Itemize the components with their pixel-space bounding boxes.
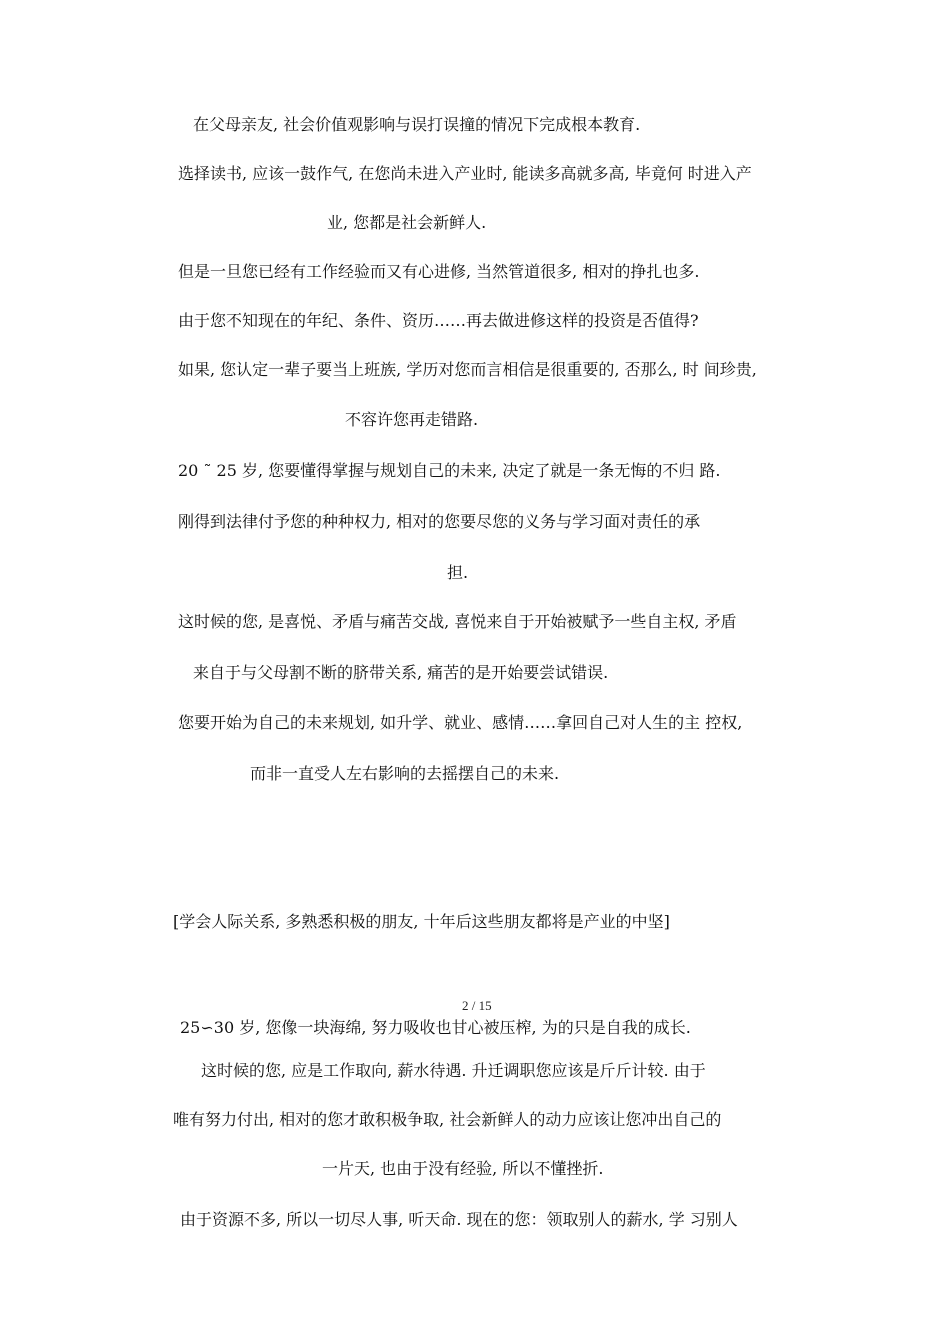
text-line-3: 业, 您都是社会新鲜人. bbox=[327, 213, 487, 232]
text-line-1: 在父母亲友, 社会价值观影响与误打误撞的情况下完成根本教育. bbox=[193, 115, 641, 134]
text-line-9: 刚得到法律付予您的种种权力, 相对的您要尽您的义务与学习面对责任的承 bbox=[178, 512, 701, 531]
text-line-2: 选择读书, 应该一鼓作气, 在您尚未进入产业时, 能读多高就多高, 毕竟何 时进入产 bbox=[178, 164, 752, 183]
text-line-17: 唯有努力付出, 相对的您才敢积极争取, 社会新鲜人的动力应该让您冲出自己的 bbox=[173, 1110, 722, 1129]
text-line-7: 不容许您再走错路. bbox=[345, 410, 479, 429]
text-line-16: 这时候的您, 应是工作取向, 薪水待遇. 升迁调职您应该是斤斤计较. 由于 bbox=[201, 1061, 706, 1080]
text-line-5: 由于您不知现在的年纪、条件、资历……再去做进修这样的投资是否值得? bbox=[178, 311, 699, 330]
text-line-11: 这时候的您, 是喜悦、矛盾与痛苦交战, 喜悦来自于开始被赋予一些自主权, 矛盾 bbox=[178, 612, 737, 631]
text-line-8: 20 ˜ 25 岁, 您要懂得掌握与规划自己的未来, 决定了就是一条无悔的不归 路. bbox=[178, 461, 721, 480]
text-line-13: 您要开始为自己的未来规划, 如升学、就业、感情……拿回自己对人生的主 控权, bbox=[178, 713, 743, 732]
text-line-14: 而非一直受人左右影响的去摇摆自己的未来. bbox=[250, 764, 560, 783]
page-number: 2 / 15 bbox=[462, 998, 492, 1013]
text-line-19: 由于资源不多, 所以一切尽人事, 听天命. 现在的您：领取别人的薪水, 学 习别人 bbox=[180, 1210, 738, 1229]
text-line-10: 担. bbox=[447, 563, 469, 582]
text-line-6: 如果, 您认定一辈子要当上班族, 学历对您而言相信是很重要的, 否那么, 时 间珍贵, bbox=[178, 360, 757, 379]
text-line-15: 25∽30 岁, 您像一块海绵, 努力吸收也甘心被压榨, 为的只是自我的成长. bbox=[180, 1018, 691, 1037]
text-line-18: 一片天, 也由于没有经验, 所以不懂挫折. bbox=[322, 1159, 604, 1178]
text-line-12: 来自于与父母割不断的脐带关系, 痛苦的是开始要尝试错误. bbox=[193, 663, 609, 682]
section-heading: [学会人际关系, 多熟悉积极的朋友, 十年后这些朋友都将是产业的中坚] bbox=[173, 912, 670, 931]
text-line-4: 但是一旦您已经有工作经验而又有心进修, 当然管道很多, 相对的挣扎也多. bbox=[178, 262, 700, 281]
